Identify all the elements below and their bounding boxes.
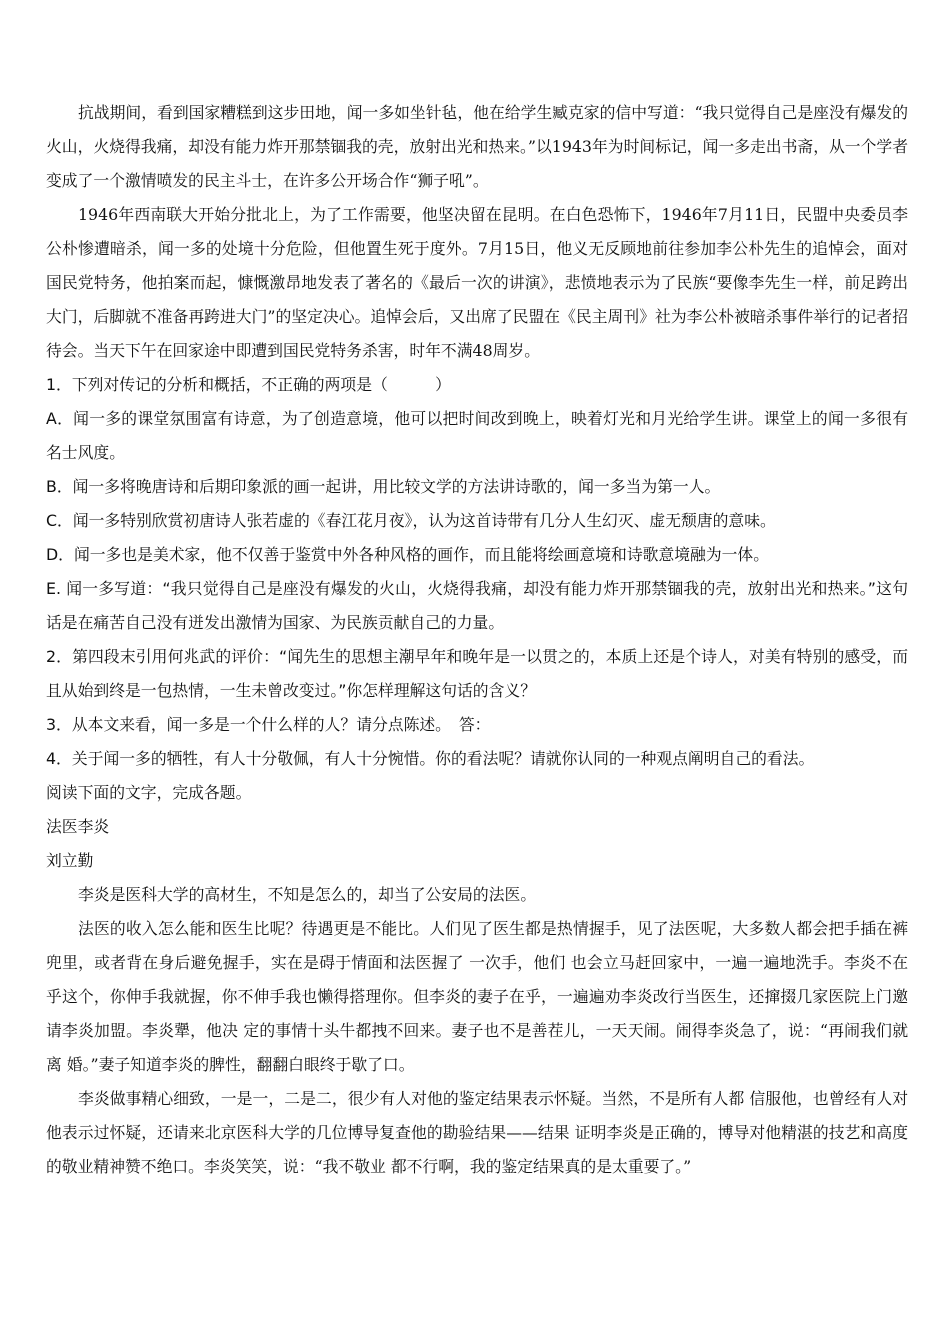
passage2-author: 刘立勤 xyxy=(46,851,94,870)
passage1-paragraph: 1946年西南联大开始分批北上，为了工作需要，他坚决留在昆明。在白色恐怖下，1946年7月11日，民盟中央委员李公朴惨遭暗杀，闻一多的处境十分危险，但他置生死于度外。7月15日，他义无反顾地前往参加李公朴先生的追悼会，面对国民党特务，他拍案而起，慷慨激昂地发表了著名的《最后一次的讲演》，悲愤地表示为了民族“要像李先生一样，前足跨出大门，后脚就不准备再跨进大门”的坚定决心。追悼会后，又出席了民盟在《民主周刊》社为李公朴被暗杀事件举行的记者招待会。当天下午在回家途中即遭到国民党特务杀害，时年不满48周岁。 xyxy=(46,205,908,360)
question-2: 2．第四段末引用何兆武的评价：“闻先生的思想主潮早年和晚年是一以贯之的，本质上还是个诗人，对美有特别的感受，而且从始到终是一包热情，一生未曾改变过。”你怎样理解这句话的含义？ xyxy=(46,647,908,700)
passage2-paragraph: 李炎是医科大学的高材生，不知是怎么的，却当了公安局的法医。 xyxy=(78,885,537,904)
passage2-paragraph: 李炎做事精心细致，一是一，二是二，很少有人对他的鉴定结果表示怀疑。当然，不是所有人都 信服他，也曾经有人对他表示过怀疑，还请来北京医科大学的几位博导复查他的勘验结果——结果 证明李炎是正确的，博导对他精湛的技艺和高度的敬业精神赞不绝口。李炎笑笑，说：“我不敬业 都不行啊，我的鉴定结果真的是太重要了。” xyxy=(46,1089,908,1176)
reading-instruction: 阅读下面的文字，完成各题。 xyxy=(46,783,252,802)
question-3: 3．从本文来看，闻一多是一个什么样的人？请分点陈述。 答： xyxy=(46,715,491,734)
question-4: 4．关于闻一多的牺牲，有人十分敬佩，有人十分惋惜。你的看法呢？请就你认同的一种观点阐明自己的看法。 xyxy=(46,749,815,768)
question-1-option-c: C．闻一多特别欣赏初唐诗人张若虚的《春江花月夜》，认为这首诗带有几分人生幻灭、虚无颓唐的意味。 xyxy=(46,511,776,530)
question-1-option-d: D．闻一多也是美术家，他不仅善于鉴赏中外各种风格的画作，而且能将绘画意境和诗歌意境融为一体。 xyxy=(46,545,770,564)
passage1-paragraph: 抗战期间，看到国家糟糕到这步田地，闻一多如坐针毡，他在给学生臧克家的信中写道：“我只觉得自己是座没有爆发的火山，火烧得我痛，却没有能力炸开那禁锢我的壳，放射出光和热来。”以1943年为时间标记，闻一多走出书斋，从一个学者变成了一个激情喷发的民主斗士，在许多公开场合作“狮子吼”。 xyxy=(46,103,908,190)
question-1-option-b: B．闻一多将晚唐诗和后期印象派的画一起讲，用比较文学的方法讲诗歌的，闻一多当为第一人。 xyxy=(46,477,721,496)
question-1-option-a: A．闻一多的课堂氛围富有诗意，为了创造意境，他可以把时间改到晚上，映着灯光和月光给学生讲。课堂上的闻一多很有名士风度。 xyxy=(46,409,908,462)
question-1-option-e: E. 闻一多写道：“我只觉得自己是座没有爆发的火山，火烧得我痛，却没有能力炸开那禁锢我的壳，放射出光和热来。”这句话是在痛苦自己没有迸发出激情为国家、为民族贡献自己的力量。 xyxy=(46,579,908,632)
document-content xyxy=(46,96,908,1184)
passage2-paragraph: 法医的收入怎么能和医生比呢？待遇更是不能比。人们见了医生都是热情握手，见了法医呢，大多数人都会把手插在裤兜里，或者背在身后避免握手，实在是碍于情面和法医握了 一次手，他们 也会立马赶回家中，一遍一遍地洗手。李炎不在乎这个，你伸手我就握，你不伸手我也懒得搭理你。但李炎的妻子在乎，一遍遍劝李炎改行当医生，还撺掇几家医院上门邀请李炎加盟。李炎犟，他决 定的事情十头牛都拽不回来。妻子也不是善茬儿，一天天闹。闹得李炎急了，说：“再闹我们就离 婚。”妻子知道李炎的脾性，翻翻白眼终于歇了口。 xyxy=(46,919,908,1074)
passage2-title: 法医李炎 xyxy=(46,817,110,836)
question-1-stem: 1．下列对传记的分析和概括，不正确的两项是（ ） xyxy=(46,375,451,394)
